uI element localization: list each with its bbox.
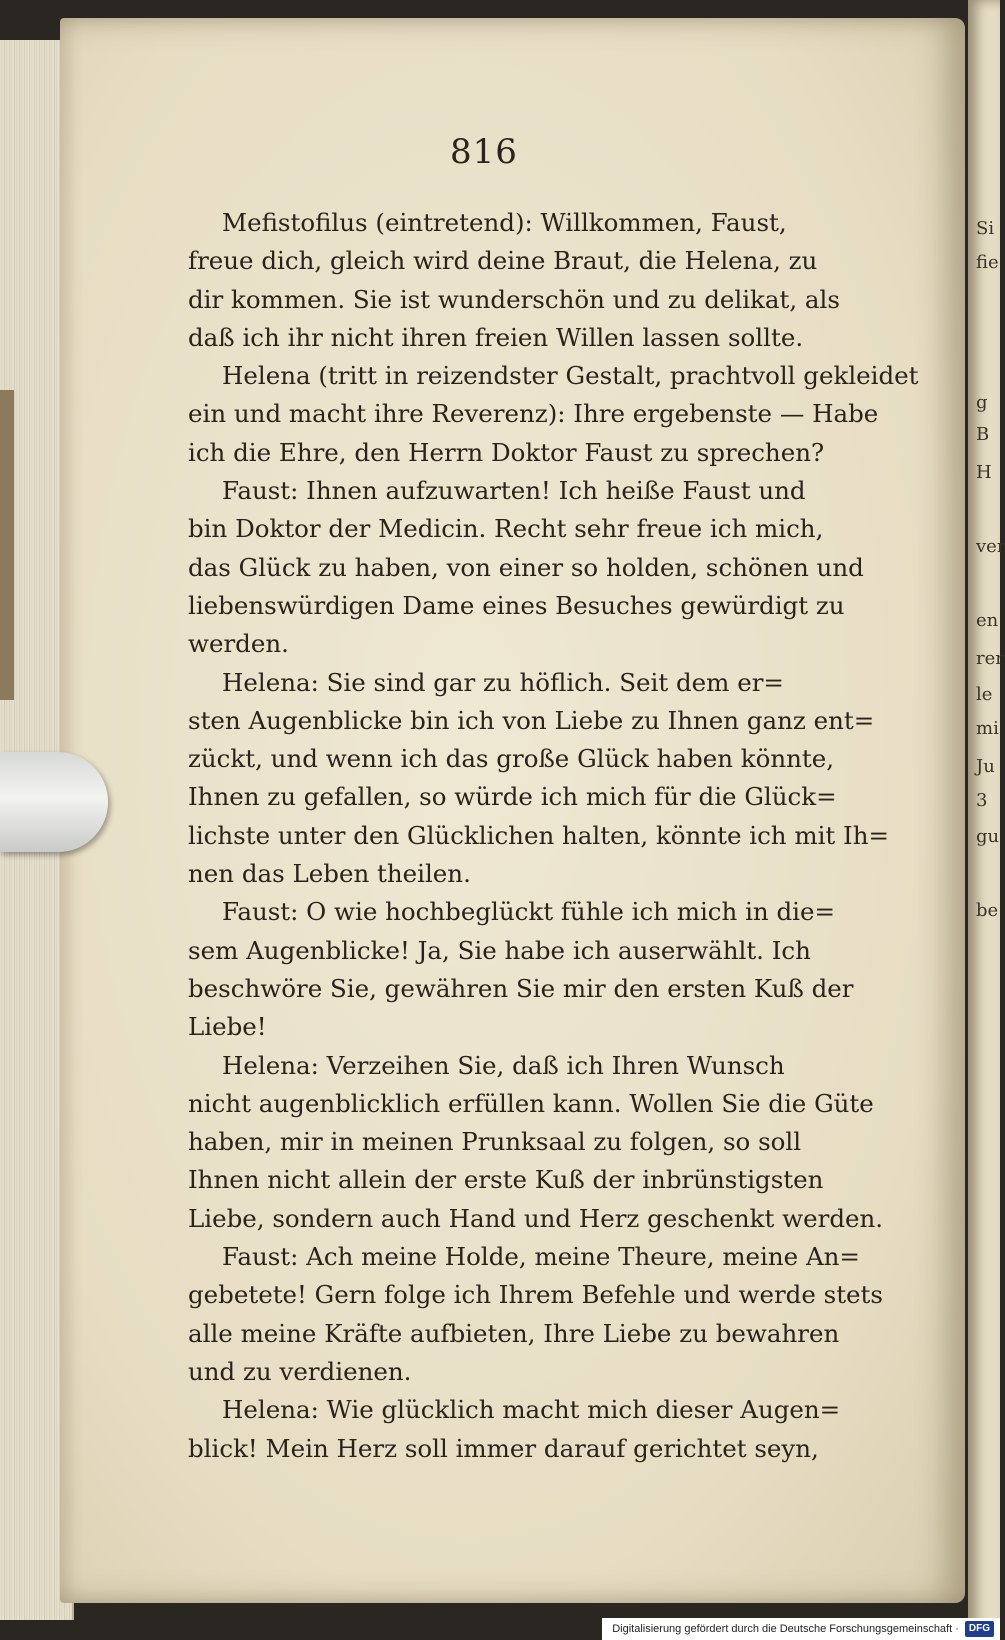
text-line: Helena: Verzeihen Sie, daß ich Ihren Wunsch bbox=[222, 1050, 785, 1080]
next-page-fragment: mi bbox=[976, 718, 999, 739]
next-page-fragment: gu bbox=[976, 826, 1000, 847]
bookmark-clip bbox=[0, 752, 108, 852]
text-line: Faust: Ihnen aufzuwarten! Ich heiße Faust und bbox=[222, 476, 806, 506]
next-page-edge bbox=[968, 0, 1005, 1640]
next-page-fragment: fie bbox=[976, 252, 999, 273]
text-line: sem Augenblicke! Ja, Sie habe ich auserwählt. Ich bbox=[188, 935, 811, 965]
text-line: alle meine Kräfte aufbieten, Ihre Liebe zu bewahren bbox=[188, 1318, 840, 1348]
next-page-fragment: be bbox=[976, 900, 999, 921]
text-line: Ihnen nicht allein der erste Kuß der inbrünstigsten bbox=[188, 1165, 824, 1195]
page-number: 816 bbox=[450, 132, 518, 172]
text-line: liebenswürdigen Dame eines Besuches gewürdigt zu bbox=[188, 590, 845, 620]
text-line: und zu verdienen. bbox=[188, 1356, 412, 1386]
text-line: lichste unter den Glücklichen halten, könnte ich mit Ih= bbox=[188, 820, 890, 850]
previous-page-strip bbox=[0, 390, 14, 700]
text-line: Helena (tritt in reizendster Gestalt, prachtvoll gekleidet bbox=[222, 361, 919, 391]
text-line: Helena: Sie sind gar zu höflich. Seit dem er= bbox=[222, 667, 784, 697]
text-line: Mefistofilus (eintretend): Willkommen, Faust, bbox=[222, 208, 787, 237]
next-page-fragment: H bbox=[976, 462, 992, 483]
next-page-fragment: B bbox=[976, 424, 990, 445]
text-line: dir kommen. Sie ist wunderschön und zu delikat, als bbox=[188, 284, 840, 314]
text-line: ein und macht ihre Reverenz): Ihre ergebenste — Habe bbox=[188, 399, 879, 429]
next-page-fragment: ver bbox=[976, 536, 1005, 557]
text-line: nen das Leben theilen. bbox=[188, 859, 471, 889]
dfg-logo: DFG bbox=[965, 1621, 994, 1637]
text-line: zückt, und wenn ich das große Glück haben könnte, bbox=[188, 744, 835, 774]
next-page-fragment: en bbox=[976, 610, 999, 631]
text-line: bin Doktor der Medicin. Recht sehr freue ich mich, bbox=[188, 514, 824, 544]
text-line: das Glück zu haben, von einer so holden, schönen und bbox=[188, 552, 864, 582]
text-line: Helena: Wie glücklich macht mich dieser Augen= bbox=[222, 1395, 841, 1425]
footer-text: Digitalisierung gefördert durch die Deutsche Forschungsgemeinschaft · bbox=[612, 1623, 959, 1635]
next-page-fragment: 3 bbox=[976, 790, 988, 811]
next-page-fragment: le bbox=[976, 684, 993, 705]
text-line: Faust: O wie hochbeglückt fühle ich mich in die= bbox=[222, 897, 836, 927]
page-text bbox=[188, 204, 919, 1468]
digitization-footer bbox=[602, 1618, 1000, 1640]
text-line: beschwöre Sie, gewähren Sie mir den ersten Kuß der bbox=[188, 973, 854, 1003]
text-line: gebetete! Gern folge ich Ihrem Befehle und werde stets bbox=[188, 1280, 883, 1310]
text-line: nicht augenblicklich erfüllen kann. Wollen Sie die Güte bbox=[188, 1088, 874, 1118]
text-line: Ihnen zu gefallen, so würde ich mich für die Glück= bbox=[188, 782, 837, 812]
text-line: Liebe! bbox=[188, 1012, 267, 1042]
text-line: freue dich, gleich wird deine Braut, die Helena, zu bbox=[188, 246, 818, 276]
next-page-fragment: g bbox=[976, 392, 988, 413]
text-line: haben, mir in meinen Prunksaal zu folgen, so soll bbox=[188, 1127, 802, 1157]
text-line: Faust: Ach meine Holde, meine Theure, meine An= bbox=[222, 1242, 860, 1272]
text-line: ich die Ehre, den Herrn Doktor Faust zu sprechen? bbox=[188, 437, 825, 467]
text-line: sten Augenblicke bin ich von Liebe zu Ihnen ganz ent= bbox=[188, 705, 875, 735]
next-page-fragment: Ju bbox=[976, 756, 995, 777]
next-page-fragment: Si bbox=[976, 218, 995, 239]
text-line: werden. bbox=[188, 629, 289, 659]
text-line: blick! Mein Herz soll immer darauf gerichtet seyn, bbox=[188, 1433, 819, 1463]
next-page-fragment: rer bbox=[976, 648, 1004, 669]
text-line: Liebe, sondern auch Hand und Herz geschenkt werden. bbox=[188, 1203, 884, 1233]
text-line: daß ich ihr nicht ihren freien Willen lassen sollte. bbox=[188, 322, 804, 352]
